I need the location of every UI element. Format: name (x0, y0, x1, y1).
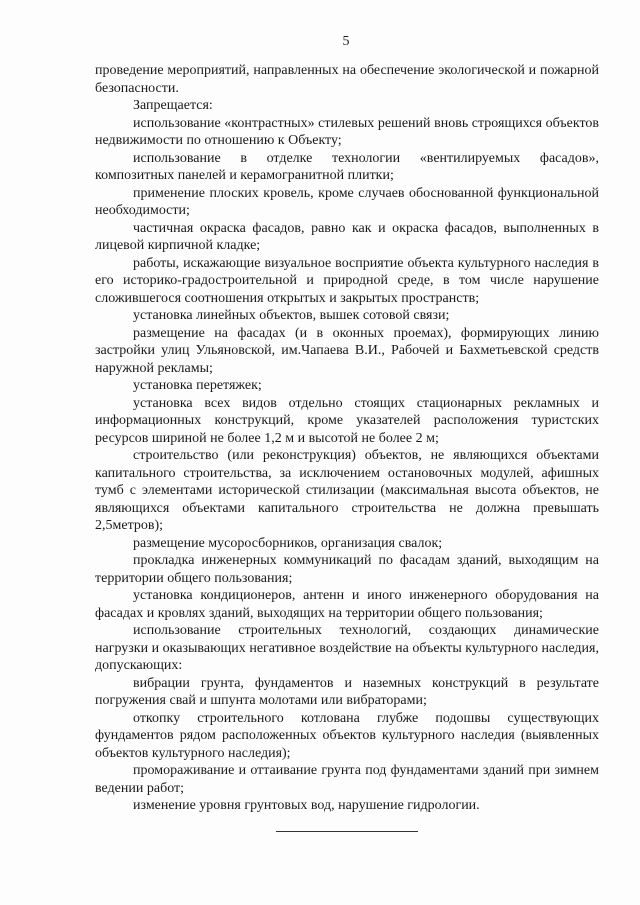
paragraph: использование строительных технологий, создающих динамические нагрузки и оказывающих негативное воздействие на объекты культурного наследия, допускающих: (95, 623, 599, 673)
paragraph: изменение уровня грунтовых вод, нарушение гидрологии. (133, 798, 480, 813)
paragraph: промораживание и оттаивание грунта под фундаментами зданий при зимнем ведении работ; (95, 763, 599, 796)
closing-rule (276, 831, 418, 832)
paragraph: размещение мусоросборников, организация свалок; (133, 535, 443, 551)
paragraph: откопку строительного котлована глубже подошвы существующих фундаментов рядом расположенных объектов культурного наследия (выявленных объектов культурного наследия); (95, 710, 599, 761)
paragraph: использование «контрастных» стилевых решений вновь строящихся объектов недвижимости по отношению к Объекту; (95, 115, 599, 148)
paragraph: установка всех видов отдельно стоящих стационарных рекламных и информационных конструкций, кроме указателей расположения туристских ресурсов шириной не более 1,2 м и высотой не более 2 м; (95, 395, 599, 446)
paragraph: размещение на фасадах (и в оконных проемах), формирующих линию застройки улиц Ульяновской, им.Чапаева В.И., Рабочей и Бахметьевской средств наружной рекламы; (95, 325, 599, 376)
paragraph: использование в отделке технологии «вентилируемых фасадов», композитных панелей и керамогранитной плитки; (95, 150, 599, 183)
paragraph: частичная окраска фасадов, равно как и окраска фасадов, выполненных в лицевой кирпичной кладке; (95, 220, 599, 253)
page-number: 5 (342, 34, 350, 49)
paragraph: проведение мероприятий, направленных на обеспечение экологической и пожарной безопасности. (95, 63, 599, 96)
paragraph: установка кондиционеров, антенн и иного инженерного оборудования на фасадах и кровлях зданий, выходящих на территории общего пользования; (95, 588, 599, 621)
paragraph: вибрации грунта, фундаментов и наземных конструкций в результате погружения свай и шпунта молотами или вибраторами; (95, 675, 599, 708)
paragraph: Запрещается: (133, 98, 213, 113)
paragraph: работы, искажающие визуальное восприятие объекта культурного наследия в его историко-градостроительной и природной среде, в том числе нарушение сложившегося соотношения открытых и закрытых пространств; (95, 255, 599, 306)
paragraph: прокладка инженерных коммуникаций по фасадам зданий, выходящим на территории общего пользования; (95, 553, 599, 586)
paragraph: установка перетяжек; (133, 378, 262, 393)
document-body (95, 62, 599, 815)
paragraph: строительство (или реконструкция) объектов, не являющихся объектами капитального строительства, за исключением остановочных модулей, афишных тумб с элементами исторической стилизации (максимальная высота объектов, не являющихся объектами капитального строительства не должна превышать 2,5метров); (95, 448, 599, 533)
paragraph: применение плоских кровель, кроме случаев обоснованной функциональной необходимости; (95, 185, 599, 218)
paragraph: установка линейных объектов, вышек сотовой связи; (133, 308, 450, 323)
